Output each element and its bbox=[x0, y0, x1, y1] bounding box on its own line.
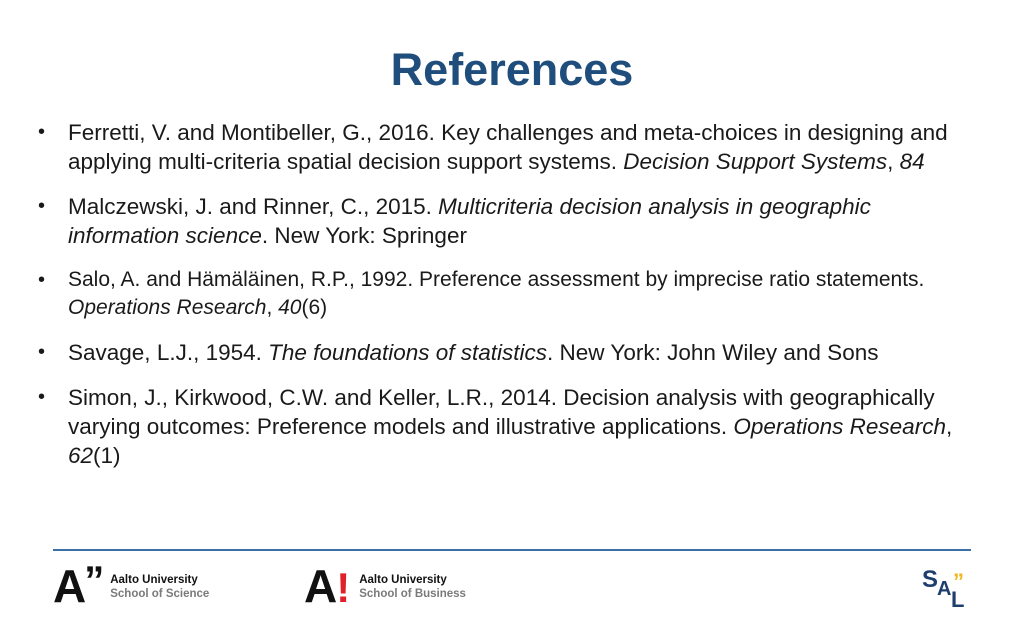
svg-text:A: A bbox=[937, 578, 952, 600]
bullet-icon: • bbox=[38, 269, 46, 291]
svg-text:L: L bbox=[951, 587, 965, 609]
aalto-business-logo: A! Aalto University School of Business bbox=[304, 560, 466, 612]
bullet-icon: • bbox=[38, 121, 46, 143]
slide-title: References bbox=[390, 44, 634, 95]
bullet-icon: • bbox=[38, 341, 46, 363]
reference-item: • Salo, A. and Hämäläinen, R.P., 1992. Preference assessment by imprecise ratio statements. Operations Research, 40(6) bbox=[38, 268, 925, 319]
reference-item: • Ferretti, V. and Montibeller, G., 2016. Key challenges and meta-choices in designing and applying multi-criteria spatial decision support systems. Decision Support Systems, 84 bbox=[38, 120, 948, 174]
reference-item: • Simon, J., Kirkwood, C.W. and Keller, L.R., 2014. Decision analysis with geographically varying outcomes: Preference models and illustrative applications. Operations Research, 62(1) bbox=[38, 385, 953, 468]
aalto-a-exclamation-icon: A! bbox=[304, 560, 349, 612]
reference-item: • Malczewski, J. and Rinner, C., 2015. Multicriteria decision analysis in geographic information science. New York: Springer bbox=[38, 194, 871, 248]
reference-item: • Savage, L.J., 1954. The foundations of statistics. New York: John Wiley and Sons bbox=[38, 340, 879, 365]
aalto-a-quote-icon: A” bbox=[53, 558, 99, 612]
svg-text:”: ” bbox=[953, 569, 964, 594]
bullet-icon: • bbox=[38, 386, 46, 408]
svg-text:S: S bbox=[922, 566, 939, 593]
references-list bbox=[38, 118, 988, 486]
footer-divider bbox=[53, 549, 971, 551]
bullet-icon: • bbox=[38, 195, 46, 217]
aalto-science-logo: A” Aalto University School of Science bbox=[53, 558, 210, 612]
sal-logo-icon bbox=[922, 565, 974, 609]
